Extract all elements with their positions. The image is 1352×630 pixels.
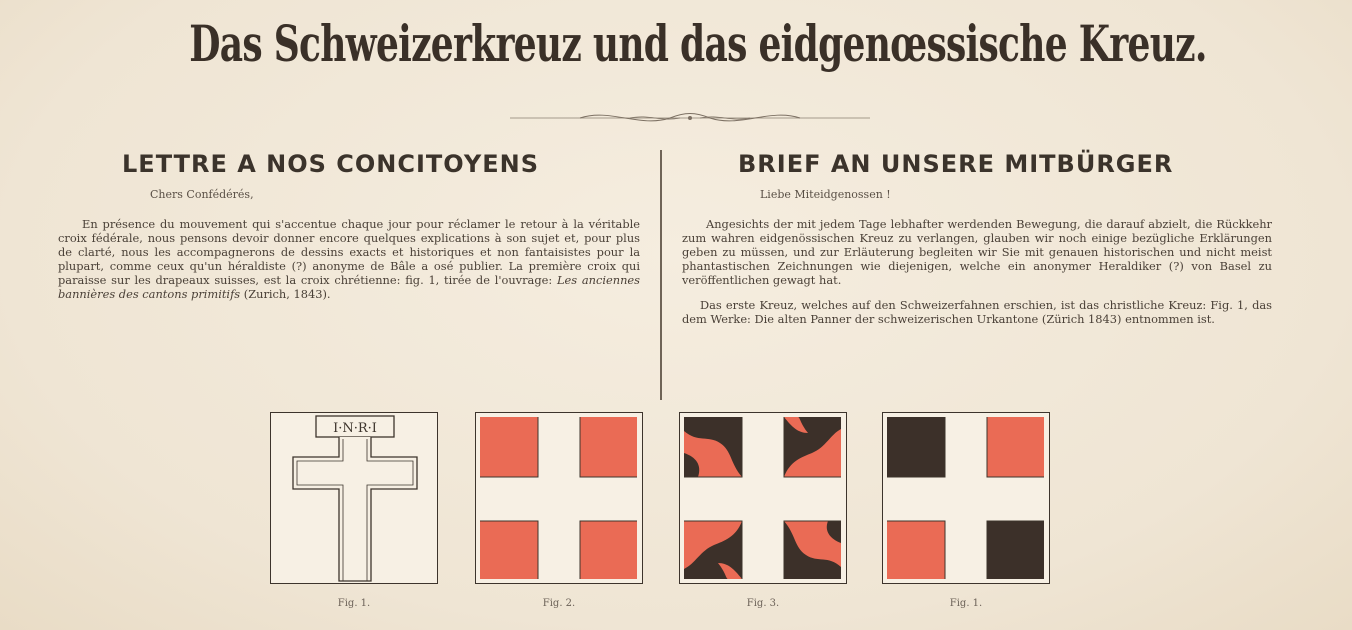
german-para2-end: (Zürich 1843) entnommen ist. bbox=[1041, 312, 1215, 327]
french-heading: LETTRE A NOS CONCITOYENS bbox=[122, 150, 539, 178]
flame-flag-drawing bbox=[680, 413, 845, 582]
letter-german bbox=[682, 150, 1272, 338]
french-greeting: Chers Confédérés, bbox=[150, 188, 254, 201]
german-greeting: Liebe Miteidgenossen ! bbox=[760, 188, 891, 201]
german-para2-start: Das erste Kreuz, welches auf den Schweizerfahnen erschien, ist das christliche Kreuz: Fig. 1, das dem Werke: bbox=[682, 298, 1272, 327]
page-title: Das Schweizerkreuz und das eidgenœssische Kreuz. bbox=[189, 14, 1207, 73]
figure-3-caption: Fig. 3. bbox=[746, 598, 780, 609]
french-body bbox=[58, 217, 640, 301]
german-paragraph-1: Angesichts der mit jedem Tage lebhafter werdenden Bewegung, die darauf abzielt, die Rückkehr zum wahren eidgenössischen Kreuz zu verlangen, glauben wir noch einige bezügliche Erklärungen geben zu müssen, und zur Erläuterung begleiten wir Sie mit genauen historischen und nicht meist phantastischen Zeichnungen wie diejenigen, welche ein anonymer Heraldiker (?) von Basel zu veröffentlichen gewagt hat. bbox=[682, 217, 1272, 287]
french-body-end: (Zurich, 1843). bbox=[243, 287, 331, 301]
figure-2-red-cross-flag bbox=[475, 412, 643, 584]
german-heading: BRIEF AN UNSERE MITBÜRGER bbox=[738, 150, 1174, 178]
inri-inscription: I·N·R·I bbox=[333, 421, 377, 436]
german-paragraph-2 bbox=[682, 298, 1272, 326]
black-red-flag-drawing bbox=[883, 413, 1048, 582]
figure-2-caption: Fig. 2. bbox=[542, 598, 576, 609]
german-book-title: Die alten Panner der schweizerischen Urkantone bbox=[754, 312, 1039, 327]
column-divider bbox=[660, 150, 662, 400]
letter-french bbox=[58, 150, 640, 312]
figure-3-flame-flag bbox=[679, 412, 847, 584]
christian-cross-drawing bbox=[271, 413, 436, 582]
french-book-title: Les anciennes bannières des cantons primitifs bbox=[58, 273, 641, 301]
french-body-main: En présence du mouvement qui s'accentue chaque jour pour réclamer le retour à la véritable croix fédérale, nous pensons devoir donner encore quelques explications à son sujet et, pour plus de clarté, nous les accompagnerons de dessins exacts et historiques et non fantaisistes pour la plupart, comme ceux qu'un héraldiste (?) anonyme de Bâle a osé publier. La première croix qui paraisse sur les drapeaux suisses, est la croix chrétienne: fig. 1, tirée de l'ouvrage: bbox=[58, 217, 640, 287]
figure-4-caption: Fig. 1. bbox=[949, 598, 983, 609]
figure-1-caption: Fig. 1. bbox=[337, 598, 371, 609]
figures-row bbox=[0, 412, 1352, 630]
ornament-divider bbox=[510, 106, 870, 130]
red-flag-drawing bbox=[476, 413, 641, 582]
figure-1-christian-cross bbox=[270, 412, 438, 584]
figure-4-black-red-flag bbox=[882, 412, 1050, 584]
